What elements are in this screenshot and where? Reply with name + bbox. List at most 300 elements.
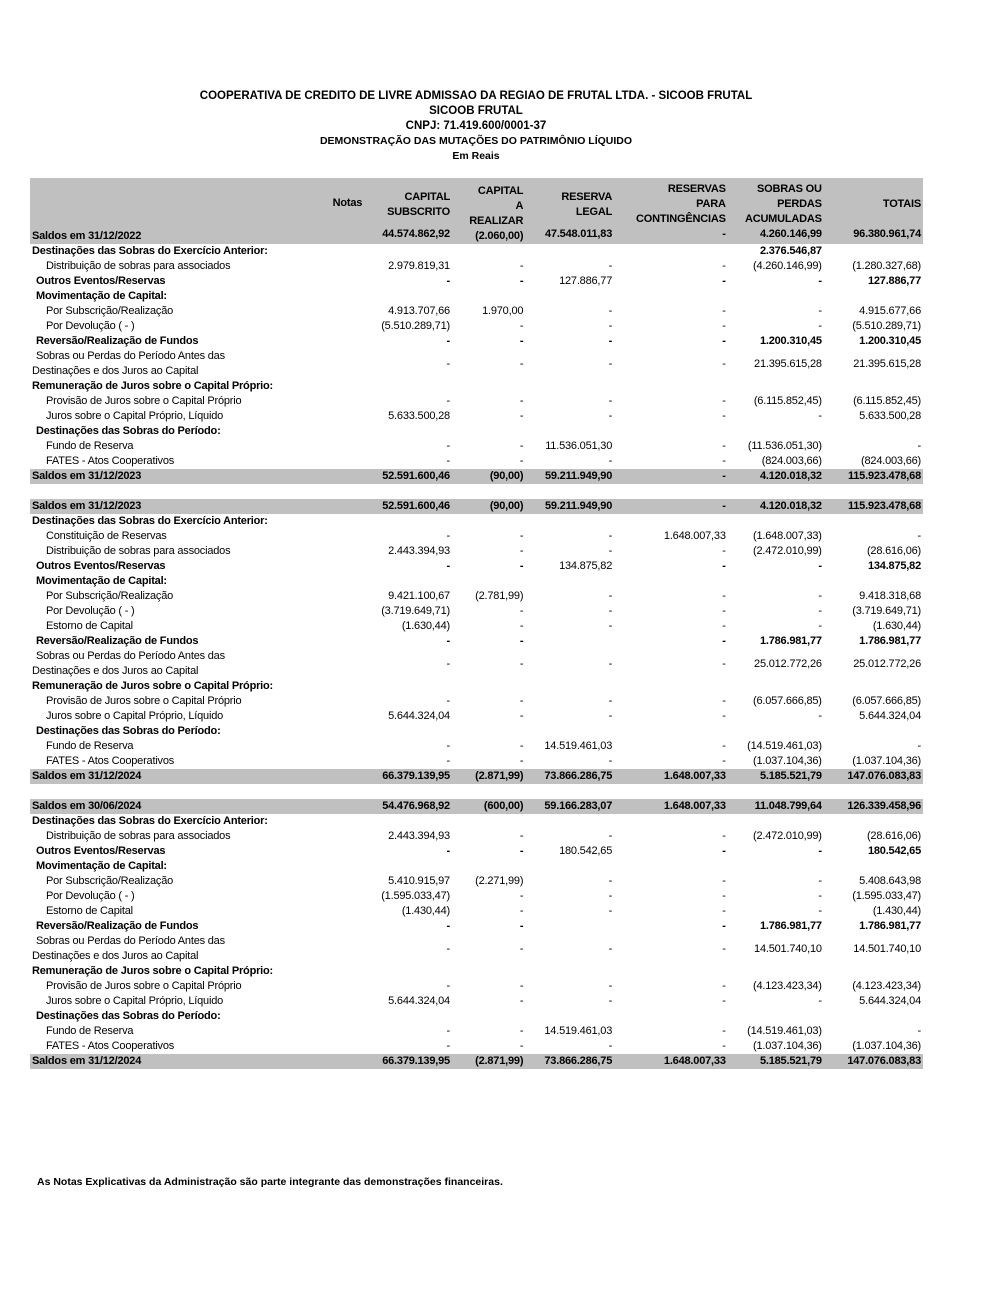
cell-capital-subscrito: - (446, 920, 450, 932)
cell-reserva-legal: 14.519.461,03 (544, 740, 613, 752)
notas-cell (330, 889, 365, 904)
cell-reservas-contingencias: - (722, 942, 726, 955)
statement-title: DEMONSTRAÇÃO DAS MUTAÇÕES DO PATRIMÔNIO LÍQUIDO (319, 135, 633, 147)
row-label: Saldos em 31/12/2023 (30, 469, 330, 484)
cell-totais (824, 724, 923, 739)
cell-capital-subscrito: - (446, 395, 450, 407)
cell-capital-a-realizar (452, 244, 525, 259)
cell-reservas-contingencias (614, 424, 728, 439)
notas-cell (330, 319, 365, 334)
cell-capital-subscrito: 5.410.915,97 (388, 875, 450, 887)
cell-totais: (1.595.033,47) (852, 890, 921, 902)
cell-capital-a-realizar: - (519, 740, 524, 752)
row-label-line: Sobras ou Perdas do Período Antes das (36, 650, 225, 662)
notas-cell (330, 844, 365, 859)
cell-capital-a-realizar: - (519, 440, 524, 452)
cell-totais: (1.430,44) (872, 905, 921, 917)
cell-reserva-legal: - (608, 545, 613, 557)
cell-sobras (728, 679, 824, 694)
cell-totais: 126.339.458,96 (824, 799, 923, 814)
cell-reservas-contingencias: - (722, 635, 726, 647)
column-header-line: RESERVAS (667, 183, 726, 195)
cell-reserva-legal: 127.886,77 (559, 275, 613, 287)
cell-sobras (728, 814, 824, 829)
cell-totais: - (917, 740, 921, 752)
notas-cell (330, 1054, 365, 1069)
row-label: Outros Eventos/Reservas (36, 275, 166, 287)
cell-sobras: - (818, 905, 822, 917)
cell-sobras: (6.057.666,85) (753, 695, 822, 707)
cell-reserva-legal (525, 1009, 614, 1024)
cell-reserva-legal: - (608, 980, 613, 992)
row-label: Constituição de Reservas (46, 530, 167, 542)
notas-cell (330, 1009, 365, 1024)
cell-reservas-contingencias: - (722, 830, 726, 842)
notas-cell (330, 379, 365, 394)
cell-reservas-contingencias: - (722, 657, 726, 670)
table-row (30, 289, 923, 304)
cell-capital-subscrito: - (446, 1040, 450, 1052)
cell-capital-subscrito: - (446, 657, 450, 670)
cell-totais: 1.786.981,77 (859, 635, 921, 647)
cell-totais: 134.875,82 (867, 560, 921, 572)
cell-reserva-legal (525, 964, 614, 979)
table-row (30, 574, 923, 589)
currency-note: Em Reais (452, 150, 500, 162)
row-label: Juros sobre o Capital Próprio, Líquido (46, 410, 224, 422)
cell-reservas-contingencias: - (722, 605, 726, 617)
column-header-line: LEGAL (575, 205, 613, 218)
cell-capital-subscrito: - (446, 635, 450, 647)
cell-reserva-legal (525, 424, 614, 439)
notas-cell (330, 1039, 365, 1054)
column-header-line: PERDAS (777, 198, 822, 210)
cell-sobras: (1.037.104,36) (753, 1040, 822, 1052)
table-row (30, 259, 923, 274)
cell-reservas-contingencias (614, 679, 728, 694)
cell-totais: - (917, 530, 921, 542)
cell-value: 96.380.961,74 (853, 228, 921, 240)
cell-reservas-contingencias: - (722, 545, 726, 557)
cell-totais: (5.510.289,71) (852, 320, 921, 332)
cell-reservas-contingencias: - (722, 560, 726, 572)
cell-reservas-contingencias: - (614, 499, 728, 514)
row-label: Distribuição de sobras para associados (46, 545, 231, 557)
cell-totais (824, 424, 923, 439)
column-header-line: PARA (696, 198, 726, 210)
notas-cell (330, 814, 365, 829)
cell-capital-subscrito (364, 289, 452, 304)
cell-totais: 147.076.083,83 (824, 1054, 923, 1069)
cell-reserva-legal (525, 919, 614, 934)
cell-sobras: 14.501.740,10 (754, 942, 822, 955)
column-header-line: ACUMULADAS (744, 213, 822, 225)
cell-capital-a-realizar (452, 679, 525, 694)
notas-cell (330, 244, 365, 259)
cell-capital-subscrito: 2.443.394,93 (388, 830, 450, 842)
cell-capital-subscrito: 66.379.139,95 (364, 1054, 452, 1069)
cell-reserva-legal: - (608, 455, 613, 467)
cell-reservas-contingencias: - (722, 275, 726, 287)
cell-capital-subscrito (364, 514, 452, 529)
row-label: Saldos em 31/12/2023 (30, 499, 330, 514)
cell-capital-subscrito: 52.591.600,46 (364, 499, 452, 514)
cell-reserva-legal: - (608, 830, 613, 842)
cell-reservas-contingencias (614, 289, 728, 304)
cell-capital-a-realizar: - (519, 1040, 524, 1052)
row-label: Remuneração de Juros sobre o Capital Próprio: (32, 380, 274, 392)
column-header-reservas-contingencias (616, 182, 726, 227)
cell-reserva-legal (525, 724, 614, 739)
column-header-line: CAPITAL (404, 190, 450, 203)
row-label: Distribuição de sobras para associados (46, 260, 231, 272)
row-label (30, 934, 330, 964)
row-label: Remuneração de Juros sobre o Capital Próprio: (32, 965, 274, 977)
column-header-line: CAPITAL (477, 185, 524, 197)
cell-totais: (4.123.423,34) (852, 980, 921, 992)
cell-reserva-legal (525, 814, 614, 829)
table-row (30, 544, 923, 559)
cell-capital-subscrito: (5.510.289,71) (381, 320, 450, 332)
row-label: Distribuição de sobras para associados (46, 830, 231, 842)
cell-capital-a-realizar: 1.970,00 (482, 305, 524, 317)
table-row (30, 694, 923, 709)
cell-totais: 1.200.310,45 (859, 335, 921, 347)
cell-totais: 5.644.324,04 (859, 995, 921, 1007)
cell-reservas-contingencias: 1.648.007,33 (663, 530, 726, 542)
row-label: Estorno de Capital (46, 620, 133, 632)
cell-totais: (6.115.852,45) (853, 395, 921, 407)
row-label: Fundo de Reserva (46, 740, 134, 752)
cell-reservas-contingencias (614, 964, 728, 979)
cell-sobras: 25.012.772,26 (754, 657, 822, 670)
table-row (30, 649, 923, 679)
notas-cell (330, 754, 365, 769)
row-label: Provisão de Juros sobre o Capital Próprio (46, 695, 242, 707)
cell-sobras: (2.472.010,99) (753, 545, 822, 557)
cell-sobras: - (818, 845, 822, 857)
cell-capital-a-realizar: - (519, 1025, 524, 1037)
cell-reserva-legal: - (608, 320, 613, 332)
table-row (30, 439, 923, 454)
cell-sobras (728, 964, 824, 979)
cell-reservas-contingencias: - (722, 995, 726, 1007)
notas-cell (330, 439, 365, 454)
spacer-cell (30, 484, 923, 499)
row-label: FATES - Atos Cooperativos (46, 1040, 175, 1052)
cell-totais: 127.886,77 (867, 275, 921, 287)
cell-totais: 21.395.615,28 (853, 357, 921, 370)
cell-totais (824, 679, 923, 694)
notas-cell (330, 769, 365, 784)
cell-reservas-contingencias (614, 514, 728, 529)
notas-cell (330, 334, 365, 349)
cell-sobras: - (818, 605, 822, 617)
notas-cell (330, 964, 365, 979)
row-label: Saldos em 31/12/2024 (30, 769, 330, 784)
row-label-line: Sobras ou Perdas do Período Antes das (36, 935, 225, 947)
table-row (30, 409, 923, 424)
balance-row (30, 499, 923, 514)
cell-totais: 14.501.740,10 (853, 942, 921, 955)
cell-capital-subscrito: (1.630,44) (401, 620, 450, 632)
cell-reserva-legal: - (608, 905, 613, 917)
notas-cell (330, 304, 365, 319)
table-row (30, 919, 923, 934)
cell-capital-subscrito: 5.633.500,28 (388, 410, 450, 422)
balance-row (30, 469, 923, 484)
cell-reserva-legal: 180.542,65 (559, 845, 613, 857)
cell-capital-subscrito (364, 964, 452, 979)
cell-capital-subscrito: - (446, 845, 450, 857)
cell-capital-subscrito: 4.913.707,66 (388, 305, 450, 317)
row-label: Saldos em 30/06/2024 (30, 799, 330, 814)
row-label: Reversão/Realização de Fundos (36, 920, 199, 932)
section-header-row (30, 514, 923, 529)
cell-capital-a-realizar: - (519, 635, 524, 647)
section-header-row (30, 379, 923, 394)
cell-capital-a-realizar: (2.871,99) (452, 1054, 525, 1069)
cell-reservas-contingencias: - (722, 1040, 726, 1052)
cell-capital-a-realizar: - (519, 755, 524, 767)
cell-capital-a-realizar (452, 289, 525, 304)
table-row (30, 874, 923, 889)
cell-reserva-legal (525, 859, 614, 874)
cell-sobras: 1.786.981,77 (759, 920, 822, 932)
notas-cell (330, 349, 365, 379)
cell-totais: 5.644.324,04 (859, 710, 921, 722)
cell-reserva-legal (525, 514, 614, 529)
cnpj: CNPJ: 71.419.600/0001-37 (405, 120, 547, 132)
cell-capital-a-realizar: - (519, 695, 524, 707)
table-row (30, 349, 923, 379)
cell-capital-subscrito: - (446, 357, 450, 370)
row-label: Saldos em 31/12/2022 (30, 178, 330, 244)
cell-totais: 5.633.500,28 (859, 410, 921, 422)
cell-capital-subscrito: - (446, 695, 450, 707)
notas-cell (330, 589, 365, 604)
row-label: Movimentação de Capital: (36, 290, 167, 302)
cell-capital-a-realizar: - (519, 395, 524, 407)
cell-capital-a-realizar (452, 424, 525, 439)
notas-cell (330, 424, 365, 439)
row-label: Juros sobre o Capital Próprio, Líquido (46, 710, 224, 722)
notas-cell (330, 994, 365, 1009)
cell-capital-a-realizar (452, 1009, 525, 1024)
cell-sobras: - (818, 710, 822, 722)
cell-reserva-legal: - (608, 875, 613, 887)
notas-cell (330, 694, 365, 709)
cell-totais: 1.786.981,77 (859, 920, 921, 932)
cell-totais: 115.923.478,68 (824, 499, 923, 514)
cell-sobras: - (818, 305, 822, 317)
notas-cell (330, 259, 365, 274)
notas-cell (330, 724, 365, 739)
cell-totais (824, 379, 923, 394)
cell-sobras: (1.648.007,33) (753, 530, 822, 542)
table-row (30, 844, 923, 859)
table-row (30, 979, 923, 994)
table-row (30, 1009, 923, 1024)
notas-cell (330, 499, 365, 514)
row-label (30, 349, 330, 379)
column-totais (824, 178, 923, 244)
notas-cell (330, 514, 365, 529)
table-row (30, 739, 923, 754)
block-spacer (30, 484, 923, 499)
cell-sobras: - (818, 590, 822, 602)
cell-totais: 115.923.478,68 (824, 469, 923, 484)
notas-cell (330, 904, 365, 919)
cell-reservas-contingencias: - (722, 920, 726, 932)
table-row (30, 889, 923, 904)
notas-cell (330, 574, 365, 589)
column-header-line: A (515, 200, 524, 212)
cell-reservas-contingencias: - (722, 620, 726, 632)
cell-sobras (728, 379, 824, 394)
cell-capital-a-realizar: - (519, 710, 524, 722)
row-label: Juros sobre o Capital Próprio, Líquido (46, 995, 224, 1007)
row-label: Por Devolução ( - ) (46, 605, 135, 617)
cell-capital-subscrito: - (446, 440, 450, 452)
cell-capital-subscrito: 2.443.394,93 (388, 545, 450, 557)
row-label-line: Destinações e dos Juros ao Capital (32, 950, 199, 962)
cell-value: - (722, 228, 726, 240)
cell-capital-a-realizar: - (519, 335, 524, 347)
notas-cell (330, 934, 365, 964)
spacer-cell (30, 784, 923, 799)
cell-capital-a-realizar: - (519, 357, 524, 370)
column-header-line: TOTAIS (882, 198, 921, 210)
cell-reservas-contingencias: - (722, 410, 726, 422)
row-label-line: Sobras ou Perdas do Período Antes das (36, 350, 225, 362)
cell-capital-a-realizar: - (519, 620, 524, 632)
cell-reserva-legal: - (608, 260, 613, 272)
table-row (30, 334, 923, 349)
cell-reserva-legal (525, 574, 614, 589)
row-label: Movimentação de Capital: (36, 575, 167, 587)
section-header-row (30, 964, 923, 979)
row-label: Estorno de Capital (46, 905, 133, 917)
column-reserva-legal (525, 178, 614, 244)
cell-reservas-contingencias (614, 379, 728, 394)
cell-reservas-contingencias (614, 574, 728, 589)
table-row (30, 1024, 923, 1039)
row-label: Destinações das Sobras do Exercício Anterior: (32, 245, 268, 257)
cell-capital-a-realizar: - (519, 260, 524, 272)
cell-reservas-contingencias: - (722, 455, 726, 467)
column-header-totais (826, 182, 921, 227)
cell-reservas-contingencias: - (722, 1025, 726, 1037)
cell-capital-subscrito (364, 859, 452, 874)
row-label: Saldos em 31/12/2024 (30, 1054, 330, 1069)
cell-reserva-legal: - (608, 657, 613, 670)
cell-reserva-legal: 59.211.949,90 (525, 469, 614, 484)
table-row (30, 274, 923, 289)
cell-reserva-legal: 11.536.051,30 (545, 440, 613, 452)
row-label: Reversão/Realização de Fundos (36, 335, 199, 347)
table-row (30, 394, 923, 409)
cell-reserva-legal: - (608, 695, 613, 707)
cell-reserva-legal: - (608, 305, 613, 317)
cell-reservas-contingencias: - (722, 260, 726, 272)
row-label: Reversão/Realização de Fundos (36, 635, 199, 647)
cell-capital-a-realizar: - (519, 890, 524, 902)
cell-capital-subscrito (364, 1009, 452, 1024)
notas-cell (330, 1024, 365, 1039)
cell-capital-a-realizar (452, 514, 525, 529)
cell-reservas-contingencias: 1.648.007,33 (614, 769, 728, 784)
cell-reservas-contingencias: - (722, 740, 726, 752)
cell-capital-a-realizar: - (519, 942, 524, 955)
row-label: Por Devolução ( - ) (46, 320, 135, 332)
cell-capital-a-realizar: - (519, 410, 524, 422)
column-header-capital-subscrito (366, 182, 450, 227)
notas-cell (330, 679, 365, 694)
cell-totais (824, 244, 923, 259)
cell-value: (2.060,00) (475, 230, 524, 242)
cell-reserva-legal: - (608, 995, 613, 1007)
cell-capital-a-realizar (452, 379, 525, 394)
cell-capital-a-realizar (452, 724, 525, 739)
table-row (30, 319, 923, 334)
row-label: Fundo de Reserva (46, 440, 134, 452)
row-label (30, 649, 330, 679)
cell-sobras: - (818, 995, 822, 1007)
cell-capital-a-realizar: - (519, 545, 524, 557)
row-label: Por Devolução ( - ) (46, 890, 135, 902)
cell-reserva-legal: - (608, 335, 613, 347)
row-label: Fundo de Reserva (46, 1025, 134, 1037)
cell-sobras (728, 859, 824, 874)
cell-reserva-legal: - (608, 890, 613, 902)
cell-capital-subscrito (364, 724, 452, 739)
cell-capital-subscrito (364, 814, 452, 829)
cell-sobras: (11.536.051,30) (747, 440, 822, 452)
cell-capital-subscrito (364, 679, 452, 694)
cell-capital-a-realizar (452, 964, 525, 979)
cell-capital-a-realizar: - (519, 905, 524, 917)
cell-sobras: (14.519.461,03) (747, 740, 822, 752)
cell-reserva-legal: - (608, 590, 613, 602)
cell-reserva-legal: 73.866.286,75 (525, 1054, 614, 1069)
cell-sobras: (6.115.852,45) (753, 395, 822, 407)
cell-totais (824, 574, 923, 589)
cell-reservas-contingencias: - (722, 845, 726, 857)
cell-value: 47.548.011,83 (544, 228, 613, 240)
cell-capital-subscrito: - (446, 942, 450, 955)
cell-reservas-contingencias: - (722, 590, 726, 602)
cell-totais: (1.037.104,36) (852, 1040, 921, 1052)
cell-sobras: 5.185.521,79 (728, 1054, 824, 1069)
cell-capital-subscrito: - (446, 755, 450, 767)
notas-cell (330, 544, 365, 559)
table-row (30, 619, 923, 634)
cell-reservas-contingencias (614, 244, 728, 259)
column-header-line: RESERVA (561, 190, 613, 203)
balance-row (30, 1054, 923, 1069)
table-row (30, 829, 923, 844)
table-row (30, 709, 923, 724)
cell-sobras: 1.786.981,77 (759, 635, 822, 647)
table-row (30, 604, 923, 619)
cell-reservas-contingencias: - (722, 357, 726, 370)
cell-totais: 5.408.643,98 (859, 875, 921, 887)
notas-cell (330, 274, 365, 289)
cell-capital-a-realizar: - (519, 980, 524, 992)
column-header-line: SUBSCRITO (387, 205, 450, 218)
column-header-line: REALIZAR (469, 215, 524, 227)
